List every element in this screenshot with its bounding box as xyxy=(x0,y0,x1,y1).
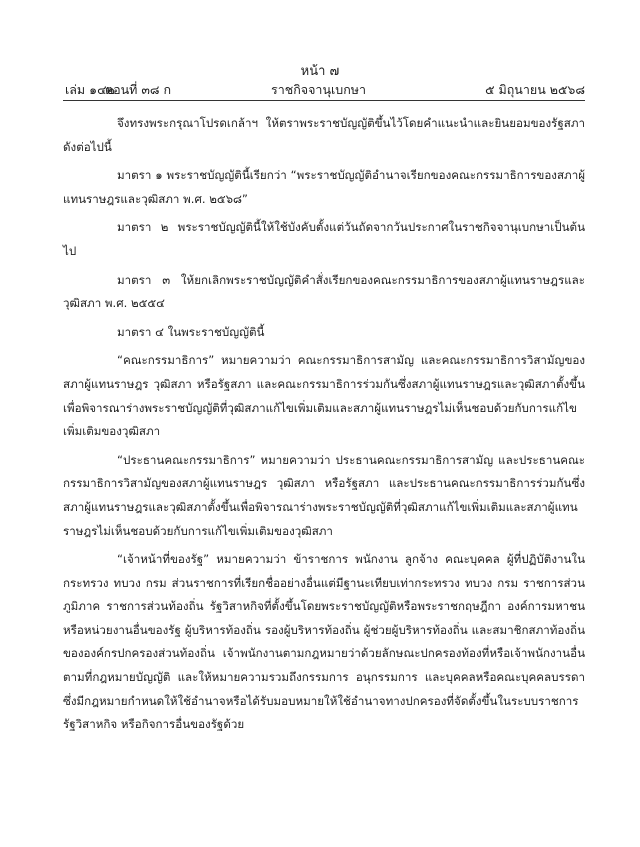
issue-label: ตอนที่ ๓๘ ก xyxy=(105,82,172,97)
section-3: มาตรา ๓ ให้ยกเลิกพระราชบัญญัติคำสั่งเรียกของคณะกรรมาธิการของสภาผู้แทนราษฎรและวุฒิสภา พ.ศ. ๒๕๕๔ xyxy=(63,272,585,311)
publication-name: ราชกิจจานุเบกษา xyxy=(271,82,367,97)
section-1: มาตรา ๑ พระราชบัญญัตินี้เรียกว่า “พระราชบัญญัติอำนาจเรียกของคณะกรรมาธิการของสภาผู้แทนราษฎรและวุฒิสภา พ.ศ. ๒๕๖๘” xyxy=(63,168,585,206)
volume-label: เล่ม ๑๔๒ xyxy=(65,82,115,97)
section-4: มาตรา ๔ ในพระราชบัญญัตินี้ xyxy=(117,324,265,339)
definition-state-official: “เจ้าหน้าที่ของรัฐ” หมายความว่า ข้าราชการ พนักงาน ลูกจ้าง คณะบุคคล ผู้ที่ปฏิบัติงานในกระทรวง ทบวง กรม ส่วนราชการที่เรียกชื่ออย่างอื่นแต่มีฐานะเทียบเท่ากระทรวง ทบวง กรม ราชการส่วนภูมิภาค ราชการส่วนท้องถิ่น รัฐวิสาหกิจที่ตั้งขึ้นโดยพระราชบัญญัติหรือพระราชกฤษฎีกา องค์การมหาชน หรือหน่วยงานอื่นของรัฐ ผู้บริหารท้องถิ่น รองผู้บริหารท้องถิ่น ผู้ช่วยผู้บริหารท้องถิ่น และสมาชิกสภาท้องถิ่นขององค์กรปกครองส่วนท้องถิ่น เจ้าพนักงานตามกฎหมายว่าด้วยลักษณะปกครองท้องที่หรือเจ้าพนักงานอื่นตามที่กฎหมายบัญญัติ และให้หมายความรวมถึงกรรมการ อนุกรรมการ และบุคคลหรือคณะบุคคลบรรดาซึ่งมีกฎหมายกำหนดให้ใช้อำนาจหรือได้รับมอบหมายให้ใช้อำนาจทางปกครองที่จัดตั้งขึ้นในระบบราชการ รัฐวิสาหกิจ หรือกิจการอื่นของรัฐด้วย xyxy=(63,552,585,732)
page-number: หน้า ๗ xyxy=(300,64,340,79)
definition-committee-chair: “ประธานคณะกรรมาธิการ” หมายความว่า ประธานคณะกรรมาธิการสามัญ และประธานคณะกรรมาธิการวิสามัญของสภาผู้แทนราษฎร วุฒิสภา หรือรัฐสภา และประธานคณะกรรมาธิการร่วมกันซึ่งสภาผู้แทนราษฎรและวุฒิสภาตั้งขึ้นเพื่อพิจารณาร่างพระราชบัญญัติที่วุฒิสภาแก้ไขเพิ่มเติมและสภาผู้แทนราษฎรไม่เห็นชอบด้วยกับการแก้ไขเพิ่มเติมของวุฒิสภา xyxy=(63,452,585,538)
intro-paragraph: จึงทรงพระกรุณาโปรดเกล้าฯ ให้ตราพระราชบัญญัติขึ้นไว้โดยคำแนะนำและยินยอมของรัฐสภา ดังต่อไปนี้ xyxy=(63,116,585,154)
document-body xyxy=(63,112,585,737)
publication-date: ๕ มิถุนายน ๒๕๖๘ xyxy=(485,82,585,97)
definition-committee: “คณะกรรมาธิการ” หมายความว่า คณะกรรมาธิการสามัญ และคณะกรรมาธิการวิสามัญของสภาผู้แทนราษฎร วุฒิสภา หรือรัฐสภา และคณะกรรมาธิการร่วมกันซึ่งสภาผู้แทนราษฎรและวุฒิสภาตั้งขึ้นเพื่อพิจารณาร่างพระราชบัญญัติที่วุฒิสภาแก้ไขเพิ่มเติมและสภาผู้แทนราษฎรไม่เห็นชอบด้วยกับการแก้ไขเพิ่มเติมของวุฒิสภา xyxy=(63,353,585,439)
gazette-header xyxy=(65,80,585,98)
header-divider xyxy=(63,100,585,101)
section-2: มาตรา ๒ พระราชบัญญัตินี้ให้ใช้บังคับตั้งแต่วันถัดจากวันประกาศในราชกิจจานุเบกษาเป็นต้นไป xyxy=(63,220,585,258)
